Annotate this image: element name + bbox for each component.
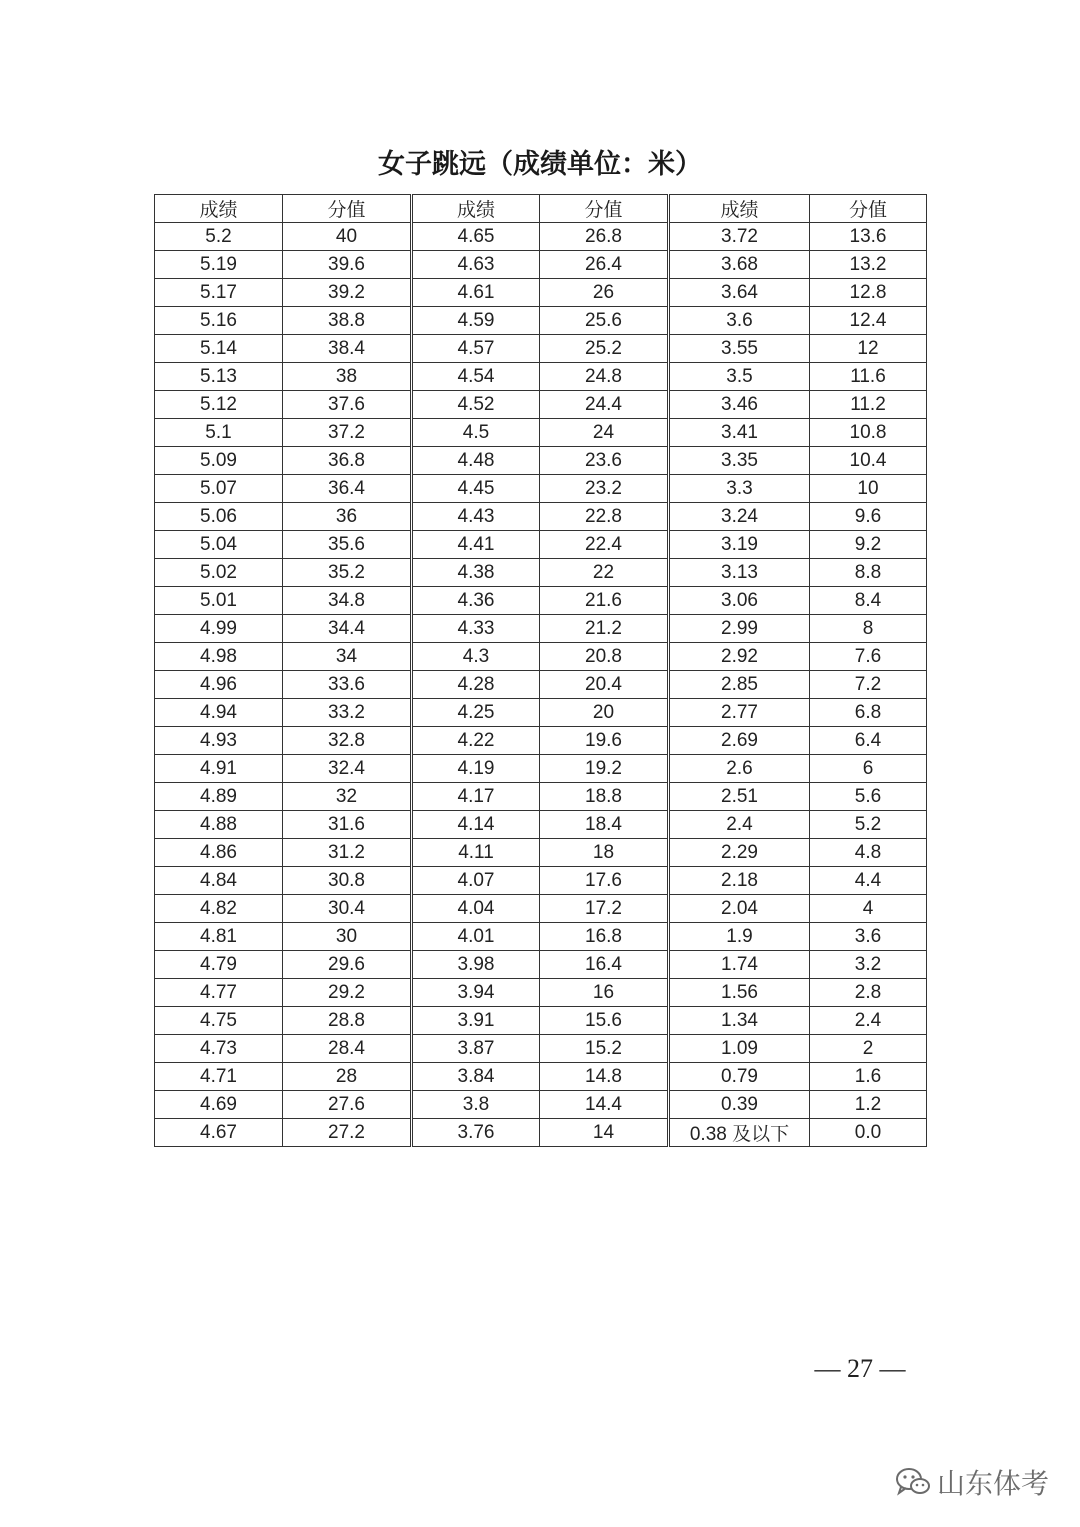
page-number: — 27 —: [814, 1354, 906, 1383]
cell-score-2: 4.43: [412, 503, 540, 531]
table-row: [155, 475, 927, 503]
cell-score-3: 3.46: [669, 391, 810, 419]
cell-score-3: 2.69: [669, 727, 810, 755]
table-row: [155, 279, 927, 307]
cell-points-1: 35.6: [283, 531, 412, 559]
cell-score-3: 3.6: [669, 307, 810, 335]
cell-points-2: 25.6: [540, 307, 669, 335]
cell-score-2: 4.38: [412, 559, 540, 587]
cell-score-1: 5.12: [155, 391, 283, 419]
cell-points-3: 12.8: [810, 279, 927, 307]
cell-score-2: 4.54: [412, 363, 540, 391]
cell-score-3: 0.38 及以下: [669, 1119, 810, 1147]
table-row: [155, 1007, 927, 1035]
cell-points-2: 24.4: [540, 391, 669, 419]
cell-points-1: 30.8: [283, 867, 412, 895]
cell-score-1: 5.07: [155, 475, 283, 503]
header-score-2: 成绩: [412, 195, 540, 223]
cell-points-2: 20: [540, 699, 669, 727]
cell-points-3: 11.2: [810, 391, 927, 419]
cell-score-2: 4.48: [412, 447, 540, 475]
header-points-3: 分值: [810, 195, 927, 223]
cell-points-3: 4: [810, 895, 927, 923]
cell-score-1: 5.17: [155, 279, 283, 307]
cell-score-3: 0.79: [669, 1063, 810, 1091]
cell-score-2: 4.63: [412, 251, 540, 279]
cell-score-3: 3.3: [669, 475, 810, 503]
cell-points-3: 8.4: [810, 587, 927, 615]
cell-score-1: 4.77: [155, 979, 283, 1007]
cell-points-2: 14.8: [540, 1063, 669, 1091]
table-row: [155, 615, 927, 643]
cell-score-2: 4.07: [412, 867, 540, 895]
cell-points-1: 40: [283, 223, 412, 251]
cell-score-1: 4.94: [155, 699, 283, 727]
header-score-3: 成绩: [669, 195, 810, 223]
cell-points-2: 24: [540, 419, 669, 447]
cell-score-3: 1.09: [669, 1035, 810, 1063]
table-row: [155, 839, 927, 867]
cell-score-2: 4.45: [412, 475, 540, 503]
cell-score-2: 4.04: [412, 895, 540, 923]
cell-score-1: 4.93: [155, 727, 283, 755]
cell-score-3: 3.13: [669, 559, 810, 587]
cell-points-1: 28.8: [283, 1007, 412, 1035]
cell-points-2: 16.8: [540, 923, 669, 951]
table-body: [155, 223, 927, 1147]
cell-score-1: 5.06: [155, 503, 283, 531]
table-row: [155, 587, 927, 615]
cell-points-3: 6: [810, 755, 927, 783]
table-header-row: [155, 195, 927, 223]
cell-points-2: 22: [540, 559, 669, 587]
cell-points-3: 3.2: [810, 951, 927, 979]
cell-points-1: 38.8: [283, 307, 412, 335]
wechat-icon: [895, 1467, 931, 1497]
score-table: [154, 194, 927, 1147]
cell-points-3: 8: [810, 615, 927, 643]
cell-score-1: 5.13: [155, 363, 283, 391]
cell-points-2: 22.8: [540, 503, 669, 531]
table-row: [155, 755, 927, 783]
cell-points-2: 19.2: [540, 755, 669, 783]
cell-points-2: 14: [540, 1119, 669, 1147]
cell-score-1: 4.79: [155, 951, 283, 979]
cell-points-1: 37.2: [283, 419, 412, 447]
cell-score-2: 4.33: [412, 615, 540, 643]
cell-score-2: 4.65: [412, 223, 540, 251]
cell-score-1: 4.84: [155, 867, 283, 895]
cell-points-1: 33.6: [283, 671, 412, 699]
cell-points-3: 10.8: [810, 419, 927, 447]
cell-points-3: 9.2: [810, 531, 927, 559]
cell-score-3: 1.56: [669, 979, 810, 1007]
cell-score-3: 3.06: [669, 587, 810, 615]
cell-points-2: 22.4: [540, 531, 669, 559]
cell-score-3: 2.4: [669, 811, 810, 839]
table-row: [155, 1119, 927, 1147]
cell-score-3: 1.34: [669, 1007, 810, 1035]
table-row: [155, 531, 927, 559]
cell-points-2: 26.4: [540, 251, 669, 279]
header-points-2: 分值: [540, 195, 669, 223]
cell-score-2: 4.57: [412, 335, 540, 363]
cell-points-1: 34: [283, 643, 412, 671]
cell-points-2: 18.8: [540, 783, 669, 811]
cell-score-3: 3.24: [669, 503, 810, 531]
cell-score-1: 5.02: [155, 559, 283, 587]
cell-points-1: 36.8: [283, 447, 412, 475]
cell-score-1: 5.2: [155, 223, 283, 251]
cell-points-2: 25.2: [540, 335, 669, 363]
table-row: [155, 391, 927, 419]
cell-points-3: 2.8: [810, 979, 927, 1007]
cell-points-3: 8.8: [810, 559, 927, 587]
table-row: [155, 727, 927, 755]
table-row: [155, 979, 927, 1007]
table-row: [155, 895, 927, 923]
cell-points-2: 17.2: [540, 895, 669, 923]
cell-points-2: 20.4: [540, 671, 669, 699]
table-row: [155, 503, 927, 531]
cell-points-2: 15.6: [540, 1007, 669, 1035]
cell-points-2: 26: [540, 279, 669, 307]
cell-score-2: 4.36: [412, 587, 540, 615]
cell-score-2: 3.84: [412, 1063, 540, 1091]
table-row: [155, 951, 927, 979]
cell-points-1: 39.2: [283, 279, 412, 307]
cell-score-3: 2.85: [669, 671, 810, 699]
cell-score-2: 4.52: [412, 391, 540, 419]
cell-points-3: 6.8: [810, 699, 927, 727]
cell-score-3: 3.35: [669, 447, 810, 475]
table-row: [155, 867, 927, 895]
cell-points-3: 12: [810, 335, 927, 363]
cell-points-1: 28.4: [283, 1035, 412, 1063]
cell-score-1: 4.99: [155, 615, 283, 643]
table-row: [155, 419, 927, 447]
cell-points-3: 2.4: [810, 1007, 927, 1035]
cell-score-3: 3.72: [669, 223, 810, 251]
cell-score-1: 5.1: [155, 419, 283, 447]
cell-points-2: 20.8: [540, 643, 669, 671]
table-row: [155, 335, 927, 363]
cell-score-2: 3.94: [412, 979, 540, 1007]
table-row: [155, 1035, 927, 1063]
cell-points-2: 14.4: [540, 1091, 669, 1119]
table-row: [155, 1063, 927, 1091]
cell-points-3: 7.6: [810, 643, 927, 671]
cell-points-3: 12.4: [810, 307, 927, 335]
cell-score-2: 3.87: [412, 1035, 540, 1063]
cell-points-1: 32.4: [283, 755, 412, 783]
cell-score-2: 4.22: [412, 727, 540, 755]
cell-points-1: 36: [283, 503, 412, 531]
cell-score-1: 5.04: [155, 531, 283, 559]
watermark: [895, 1462, 1049, 1502]
cell-score-3: 2.6: [669, 755, 810, 783]
cell-points-2: 26.8: [540, 223, 669, 251]
cell-points-3: 10.4: [810, 447, 927, 475]
cell-points-1: 27.2: [283, 1119, 412, 1147]
cell-score-3: 0.39: [669, 1091, 810, 1119]
cell-points-3: 11.6: [810, 363, 927, 391]
cell-score-3: 2.18: [669, 867, 810, 895]
cell-score-3: 3.5: [669, 363, 810, 391]
cell-score-2: 4.61: [412, 279, 540, 307]
cell-score-3: 2.51: [669, 783, 810, 811]
cell-score-1: 4.81: [155, 923, 283, 951]
cell-points-3: 10: [810, 475, 927, 503]
cell-points-2: 16.4: [540, 951, 669, 979]
cell-points-1: 35.2: [283, 559, 412, 587]
cell-points-3: 9.6: [810, 503, 927, 531]
cell-points-2: 18.4: [540, 811, 669, 839]
table-row: [155, 699, 927, 727]
cell-points-3: 5.2: [810, 811, 927, 839]
cell-score-3: 2.92: [669, 643, 810, 671]
cell-score-3: 1.74: [669, 951, 810, 979]
table-row: [155, 811, 927, 839]
cell-score-3: 3.68: [669, 251, 810, 279]
cell-score-1: 4.89: [155, 783, 283, 811]
cell-score-3: 3.19: [669, 531, 810, 559]
page-title: 女子跳远（成绩单位：米）: [378, 149, 702, 180]
table-row: [155, 251, 927, 279]
cell-points-2: 17.6: [540, 867, 669, 895]
cell-points-3: 13.6: [810, 223, 927, 251]
cell-score-1: 4.73: [155, 1035, 283, 1063]
cell-points-2: 23.6: [540, 447, 669, 475]
cell-points-1: 39.6: [283, 251, 412, 279]
cell-points-3: 13.2: [810, 251, 927, 279]
cell-score-1: 4.86: [155, 839, 283, 867]
cell-points-1: 30.4: [283, 895, 412, 923]
table-row: [155, 671, 927, 699]
cell-score-1: 4.71: [155, 1063, 283, 1091]
cell-score-2: 4.5: [412, 419, 540, 447]
cell-score-2: 4.17: [412, 783, 540, 811]
cell-score-3: 3.55: [669, 335, 810, 363]
cell-points-3: 1.6: [810, 1063, 927, 1091]
table-row: [155, 447, 927, 475]
cell-score-2: 3.91: [412, 1007, 540, 1035]
cell-points-3: 6.4: [810, 727, 927, 755]
cell-score-1: 4.98: [155, 643, 283, 671]
cell-points-3: 3.6: [810, 923, 927, 951]
cell-score-3: 3.41: [669, 419, 810, 447]
cell-points-3: 2: [810, 1035, 927, 1063]
table-row: [155, 559, 927, 587]
cell-score-1: 5.14: [155, 335, 283, 363]
cell-score-3: 1.9: [669, 923, 810, 951]
cell-points-2: 18: [540, 839, 669, 867]
table-row: [155, 923, 927, 951]
cell-points-3: 4.4: [810, 867, 927, 895]
cell-score-2: 4.19: [412, 755, 540, 783]
cell-score-3: 3.64: [669, 279, 810, 307]
cell-points-2: 16: [540, 979, 669, 1007]
cell-score-3: 2.99: [669, 615, 810, 643]
cell-points-2: 21.2: [540, 615, 669, 643]
cell-points-3: 5.6: [810, 783, 927, 811]
table-row: [155, 643, 927, 671]
cell-points-1: 31.6: [283, 811, 412, 839]
cell-points-2: 24.8: [540, 363, 669, 391]
cell-points-1: 32.8: [283, 727, 412, 755]
cell-points-1: 38.4: [283, 335, 412, 363]
header-points-1: 分值: [283, 195, 412, 223]
cell-points-1: 34.4: [283, 615, 412, 643]
cell-points-1: 33.2: [283, 699, 412, 727]
cell-score-2: 3.76: [412, 1119, 540, 1147]
watermark-text: 山东体考: [937, 1467, 1050, 1500]
cell-score-2: 3.98: [412, 951, 540, 979]
cell-points-1: 32: [283, 783, 412, 811]
cell-points-2: 19.6: [540, 727, 669, 755]
cell-score-1: 5.16: [155, 307, 283, 335]
cell-score-2: 4.3: [412, 643, 540, 671]
cell-points-1: 30: [283, 923, 412, 951]
table-row: [155, 307, 927, 335]
cell-score-3: 2.77: [669, 699, 810, 727]
cell-points-1: 36.4: [283, 475, 412, 503]
cell-score-1: 5.01: [155, 587, 283, 615]
cell-score-2: 4.14: [412, 811, 540, 839]
cell-score-2: 4.25: [412, 699, 540, 727]
cell-score-2: 4.01: [412, 923, 540, 951]
cell-points-1: 37.6: [283, 391, 412, 419]
cell-points-1: 28: [283, 1063, 412, 1091]
cell-points-1: 31.2: [283, 839, 412, 867]
cell-score-1: 4.67: [155, 1119, 283, 1147]
cell-points-3: 0.0: [810, 1119, 927, 1147]
cell-score-1: 4.75: [155, 1007, 283, 1035]
cell-points-1: 34.8: [283, 587, 412, 615]
table-row: [155, 783, 927, 811]
cell-points-1: 38: [283, 363, 412, 391]
cell-score-2: 4.11: [412, 839, 540, 867]
table-row: [155, 1091, 927, 1119]
cell-points-2: 15.2: [540, 1035, 669, 1063]
cell-points-3: 4.8: [810, 839, 927, 867]
cell-score-1: 4.96: [155, 671, 283, 699]
cell-score-2: 4.41: [412, 531, 540, 559]
cell-score-1: 4.88: [155, 811, 283, 839]
table-row: [155, 223, 927, 251]
cell-score-1: 4.82: [155, 895, 283, 923]
cell-points-2: 21.6: [540, 587, 669, 615]
cell-score-1: 5.19: [155, 251, 283, 279]
cell-score-1: 5.09: [155, 447, 283, 475]
cell-score-2: 3.8: [412, 1091, 540, 1119]
cell-score-1: 4.69: [155, 1091, 283, 1119]
cell-points-1: 29.2: [283, 979, 412, 1007]
cell-score-2: 4.28: [412, 671, 540, 699]
cell-points-3: 7.2: [810, 671, 927, 699]
cell-points-2: 23.2: [540, 475, 669, 503]
cell-score-2: 4.59: [412, 307, 540, 335]
cell-score-3: 2.29: [669, 839, 810, 867]
cell-points-3: 1.2: [810, 1091, 927, 1119]
cell-points-1: 29.6: [283, 951, 412, 979]
cell-points-1: 27.6: [283, 1091, 412, 1119]
cell-score-1: 4.91: [155, 755, 283, 783]
table-row: [155, 363, 927, 391]
header-score-1: 成绩: [155, 195, 283, 223]
cell-score-3: 2.04: [669, 895, 810, 923]
